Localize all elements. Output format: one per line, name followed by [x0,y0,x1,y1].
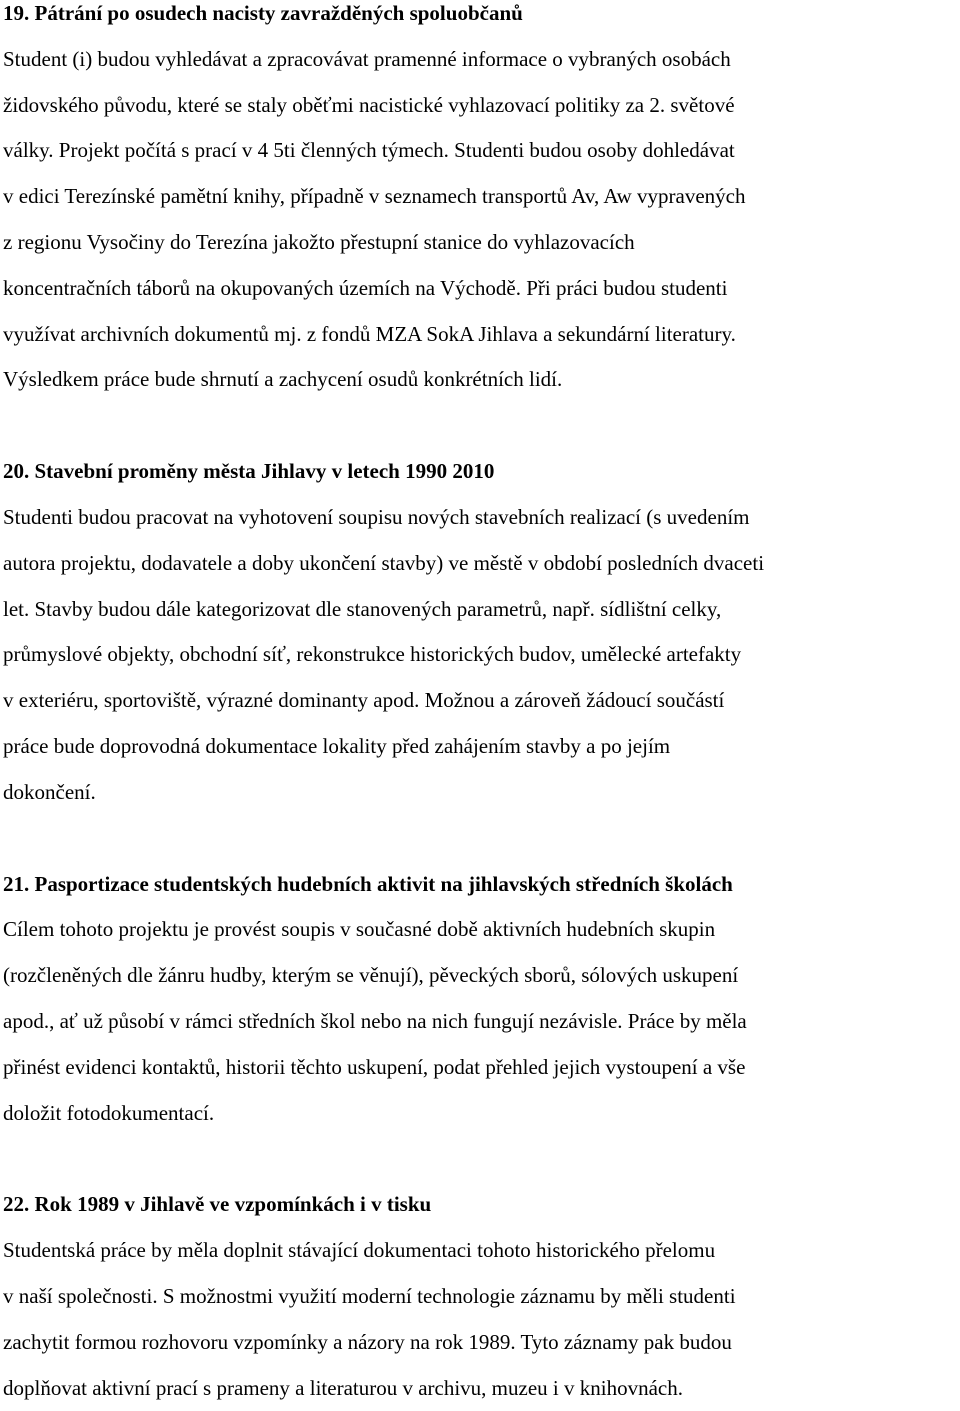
section-22 [3,1182,960,1411]
text-line: dokončení. [3,779,96,804]
text-line: přinést evidenci kontaktů, historii těchto uskupení, podat přehled jejich vystoupení a vše [3,1054,746,1079]
text-line: využívat archivních dokumentů mj. z fondů MZA SokA Jihlava a sekundární literatury. [3,321,736,346]
section-heading: 22. Rok 1989 v Jihlavě ve vzpomínkách i v tisku [3,1192,432,1217]
text-line: Cílem tohoto projektu je provést soupis v současné době aktivních hudebních skupin [3,917,716,942]
section-paragraph [3,1228,960,1411]
text-line: doplňovat aktivní prací s prameny a literaturou v archivu, muzeu i v knihovnách. [3,1375,683,1400]
section-paragraph [3,37,960,403]
text-line: průmyslové objekty, obchodní síť, rekonstrukce historických budov, umělecké artefakty [3,642,742,667]
text-line: zachytit formou rozhovoru vzpomínky a názory na rok 1989. Tyto záznamy pak budou [3,1329,732,1354]
text-line: Student (i) budou vyhledávat a zpracovávat pramenné informace o vybraných osobách [3,46,731,71]
section-heading: 21. Pasportizace studentských hudebních aktivit na jihlavských středních školách [3,871,733,896]
text-line: v naší společnosti. S možnostmi využití moderní technologie záznamu by měli studenti [3,1283,736,1308]
section-paragraph [3,907,960,1136]
section-20 [3,449,960,815]
text-line: Studentská práce by měla doplnit stávající dokumentaci tohoto historického přelomu [3,1238,716,1263]
text-line: (rozčleněných dle žánru hudby, kterým se věnují), pěveckých sborů, sólových uskupení [3,963,739,988]
text-line: let. Stavby budou dále kategorizovat dle stanovených parametrů, např. sídlištní celky, [3,596,722,621]
section-heading: 19. Pátrání po osudech nacisty zavražděných spoluobčanů [3,1,523,25]
text-line: koncentračních táborů na okupovaných územích na Východě. Při práci budou studenti [3,275,728,300]
section-19 [3,0,960,403]
section-paragraph [3,495,960,816]
text-line: Studenti budou pracovat na vyhotovení soupisu nových stavebních realizací (s uvedením [3,504,750,529]
text-line: autora projektu, dodavatele a doby ukončení stavby) ve městě v období posledních dvaceti [3,550,765,575]
text-line: židovského původu, které se staly oběťmi nacistické vyhlazovací politiky za 2. světové [3,92,735,117]
text-line: války. Projekt počítá s prací v 4 5ti členných týmech. Studenti budou osoby dohledávat [3,138,735,163]
text-line: apod., ať už působí v rámci středních škol nebo na nich fungují nezávisle. Práce by měla [3,1008,747,1033]
section-21 [3,862,960,1137]
text-line: Výsledkem práce bude shrnutí a zachycení osudů konkrétních lidí. [3,367,563,392]
text-line: z regionu Vysočiny do Terezína jakožto přestupní stanice do vyhlazovacích [3,229,635,254]
text-line: v exteriéru, sportoviště, výrazné dominanty apod. Možnou a zároveň žádoucí součástí [3,688,725,713]
section-heading: 20. Stavební proměny města Jihlavy v letech 1990 2010 [3,459,495,484]
text-line: práce bude doprovodná dokumentace lokality před zahájením stavby a po jejím [3,733,671,758]
text-line: doložit fotodokumentací. [3,1100,215,1125]
text-line: v edici Terezínské pamětní knihy, případně v seznamech transportů Av, Aw vypravených [3,184,746,209]
